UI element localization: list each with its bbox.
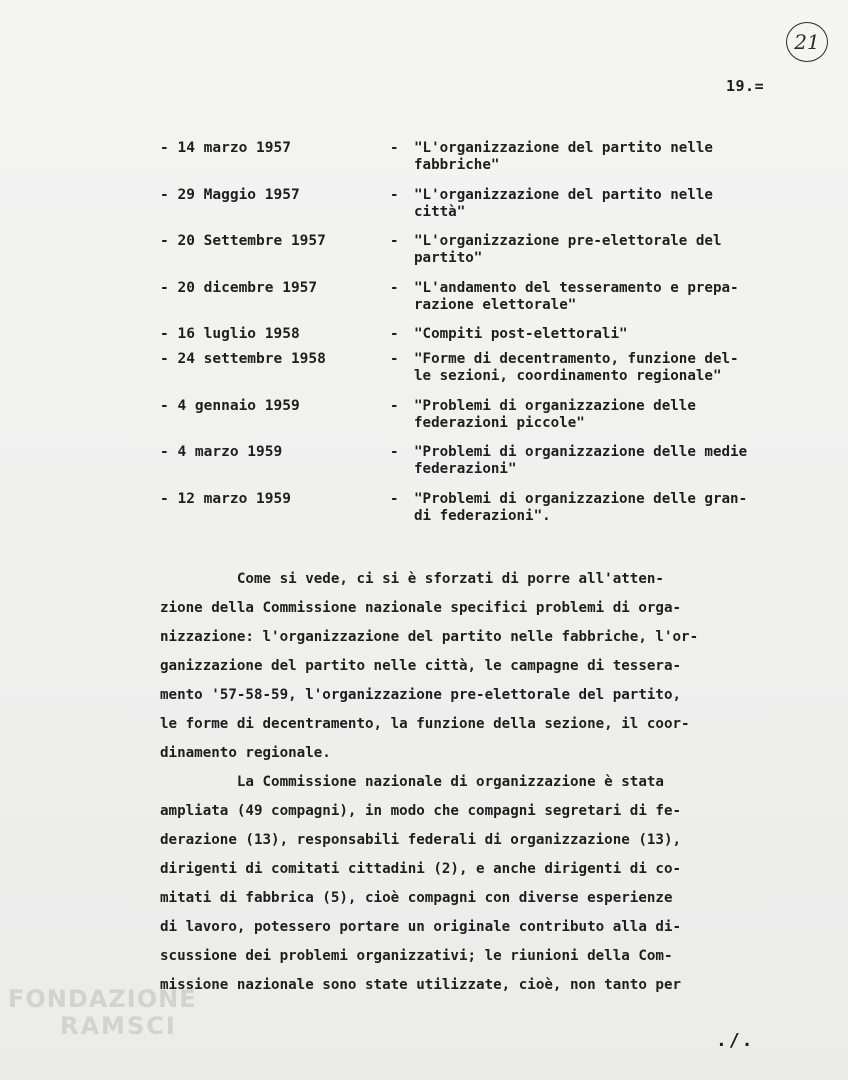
entry-dash: - <box>390 326 399 342</box>
entry-dash: - <box>390 279 399 296</box>
paragraph: La Commissione nazionale di organizzazione è stata ampliata (49 compagni), in modo che compagni segretari di fe- derazione (13), responsabili federali di organizzazione (13), dirigenti di comitati cittadini (2), e anche dirigenti di co- mitati di fabbrica (5), cioè compagni con diverse esperienze di lavoro, potessero portare un originale contributo alla di- scussione dei problemi organizzativi; le riunioni della Com- missione nazionale sono state utilizzate, cioè, non tanto per <box>160 774 682 993</box>
list-item <box>160 324 810 349</box>
entry-dash: - <box>390 397 399 414</box>
continuation-mark: ./. <box>716 1030 755 1051</box>
entry-title: "L'andamento del tesseramento e prepa- razione elettorale" <box>414 279 739 313</box>
entry-dash: - <box>390 444 399 460</box>
body-text <box>160 565 790 1000</box>
entry-title: "Problemi di organizzazione delle federazioni piccole" <box>414 397 696 431</box>
entry-date: - 12 marzo 1959 <box>160 490 291 507</box>
entry-date: - 4 marzo 1959 <box>160 444 283 460</box>
entry-dash: - <box>390 233 399 249</box>
page-number: 19.= <box>726 77 765 95</box>
list-item <box>160 138 810 185</box>
entry-title: "Problemi di organizzazione delle medie federazioni" <box>414 444 748 477</box>
list-item <box>160 349 810 396</box>
entry-title: "L'organizzazione del partito nelle fabbriche" <box>414 140 713 173</box>
entry-date: - 16 luglio 1958 <box>160 326 300 342</box>
entry-date: - 20 Settembre 1957 <box>160 233 326 249</box>
entry-date: - 29 Maggio 1957 <box>160 186 300 203</box>
entry-title: "Forme di decentramento, funzione del- le sezioni, coordinamento regionale" <box>414 351 739 384</box>
entry-dash: - <box>390 490 399 507</box>
entry-dash: - <box>390 140 399 156</box>
list-item <box>160 231 810 278</box>
entry-dash: - <box>390 186 399 203</box>
entry-title: "L'organizzazione pre-elettorale del partito" <box>414 233 722 266</box>
meeting-list <box>160 138 810 535</box>
list-item <box>160 185 810 232</box>
fondazione-gramsci-watermark <box>8 986 197 1040</box>
entry-date: - 20 dicembre 1957 <box>160 279 318 296</box>
watermark-line: FONDAZIONE <box>8 985 197 1013</box>
paragraph: Come si vede, ci si è sforzati di porre all'atten- zione della Commissione nazionale specifici problemi di orga- nizzazione: l'organizzazione del partito nelle fabbriche, l'or- ganizzazione del partito nelle città, le campagne di tessera- mento '57-58-59, l'organizzazione pre-elettorale del partito, le forme di decentramento, la funzione della sezione, il coor- dinamento regionale. <box>160 571 699 761</box>
entry-title: "L'organizzazione del partito nelle città" <box>414 186 713 220</box>
list-item <box>160 489 810 536</box>
list-item <box>160 278 810 325</box>
list-item <box>160 396 810 443</box>
entry-date: - 24 settembre 1958 <box>160 351 326 367</box>
entry-title: "Compiti post-elettorali" <box>414 326 628 342</box>
list-item <box>160 442 810 489</box>
archive-number-circle: 21 <box>786 22 828 62</box>
entry-date: - 14 marzo 1957 <box>160 140 291 156</box>
watermark-line: RAMSCI <box>60 1012 177 1040</box>
entry-title: "Problemi di organizzazione delle gran- di federazioni". <box>414 490 748 524</box>
entry-dash: - <box>390 351 399 367</box>
entry-date: - 4 gennaio 1959 <box>160 397 300 414</box>
